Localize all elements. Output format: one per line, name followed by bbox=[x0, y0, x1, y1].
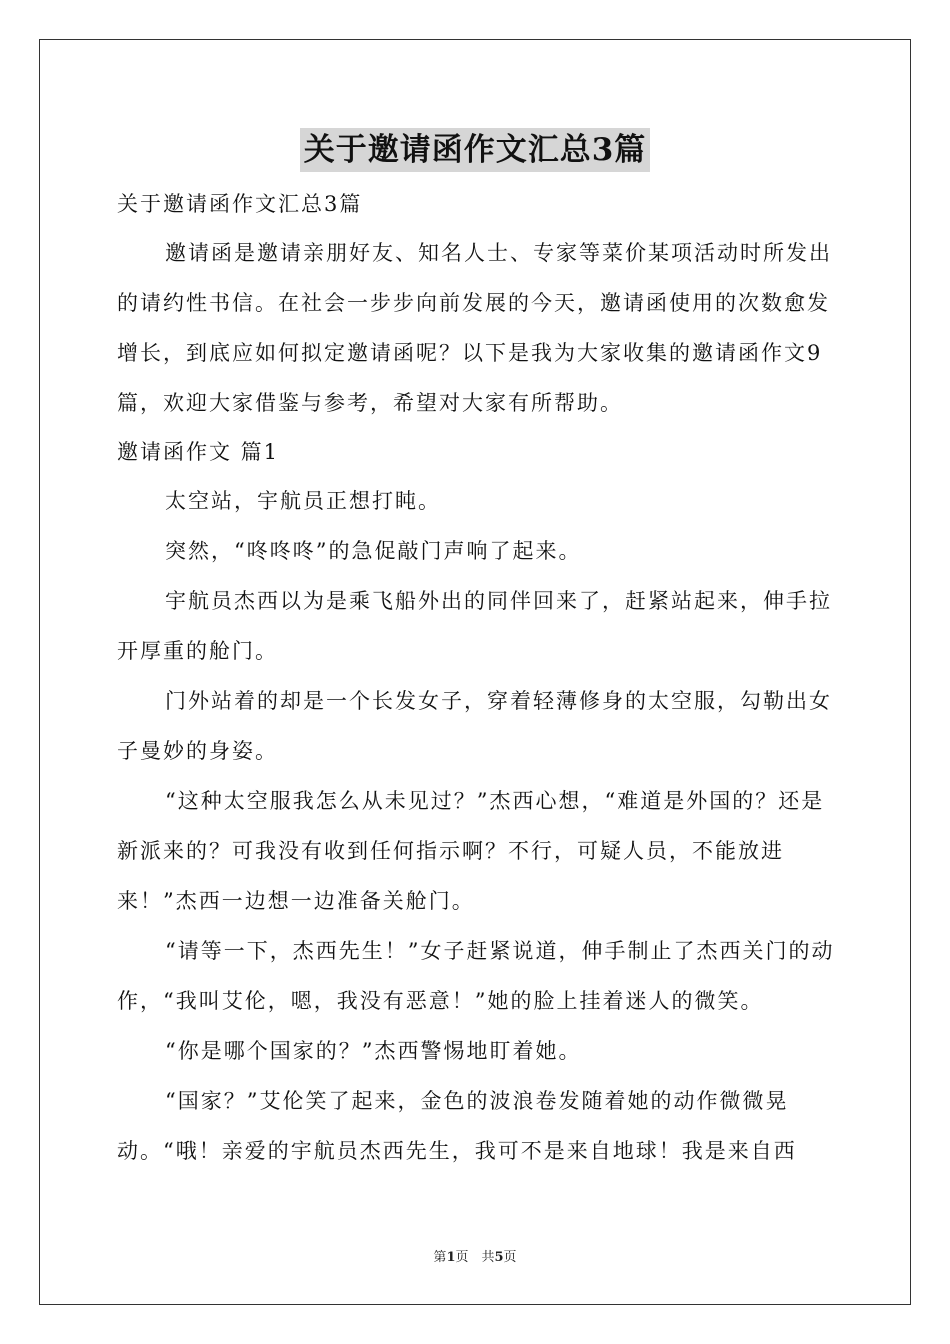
document-subtitle: 关于邀请函作文汇总3篇 bbox=[117, 192, 363, 216]
story-paragraph: 门外站着的却是一个长发女子，穿着轻薄修身的太空服，勾勒出女子曼妙的身姿。 bbox=[117, 689, 832, 763]
page-suffix: 页 bbox=[503, 1250, 517, 1265]
story-paragraph: “国家？”艾伦笑了起来，金色的波浪卷发随着她的动作微微晃动。“哦！亲爱的宇航员杰西先生，我可不是来自地球！我是来自西 bbox=[117, 1089, 797, 1163]
story-paragraph: “请等一下，杰西先生！”女子赶紧说道，伸手制止了杰西关门的动作，“我叫艾伦，嗯，我没有恶意！”她的脸上挂着迷人的微笑。 bbox=[117, 939, 835, 1013]
page-current: 1 bbox=[446, 1250, 456, 1265]
page-total: 5 bbox=[494, 1250, 504, 1265]
page-prefix: 第 bbox=[433, 1250, 447, 1265]
page-footer bbox=[0, 1246, 950, 1265]
page-mid: 页 共 bbox=[455, 1250, 495, 1265]
intro-paragraph: 邀请函是邀请亲朋好友、知名人士、专家等菜价某项活动时所发出的请约性书信。在社会一步步向前发展的今天，邀请函使用的次数愈发增长，到底应如何拟定邀请函呢？以下是我为大家收集的邀请函作文9篇，欢迎大家借鉴与参考，希望对大家有所帮助。 bbox=[117, 241, 832, 415]
story-paragraph: 宇航员杰西以为是乘飞船外出的同伴回来了，赶紧站起来，伸手拉开厚重的舱门。 bbox=[117, 589, 832, 663]
story-paragraph: “这种太空服我怎么从未见过？”杰西心想，“难道是外国的？还是新派来的？可我没有收到任何指示啊？不行，可疑人员，不能放进来！”杰西一边想一边准备关舱门。 bbox=[117, 789, 825, 913]
document-title: 关于邀请函作文汇总3篇 bbox=[300, 128, 651, 172]
story-paragraph: 太空站，宇航员正想打盹。 bbox=[165, 489, 441, 513]
story-paragraph: “你是哪个国家的？”杰西警惕地盯着她。 bbox=[165, 1039, 582, 1063]
story-paragraph: 突然，“咚咚咚”的急促敲门声响了起来。 bbox=[165, 539, 582, 563]
document-title-wrap bbox=[0, 128, 950, 172]
section-heading: 邀请函作文 篇1 bbox=[117, 440, 280, 464]
document-body bbox=[117, 180, 837, 1176]
